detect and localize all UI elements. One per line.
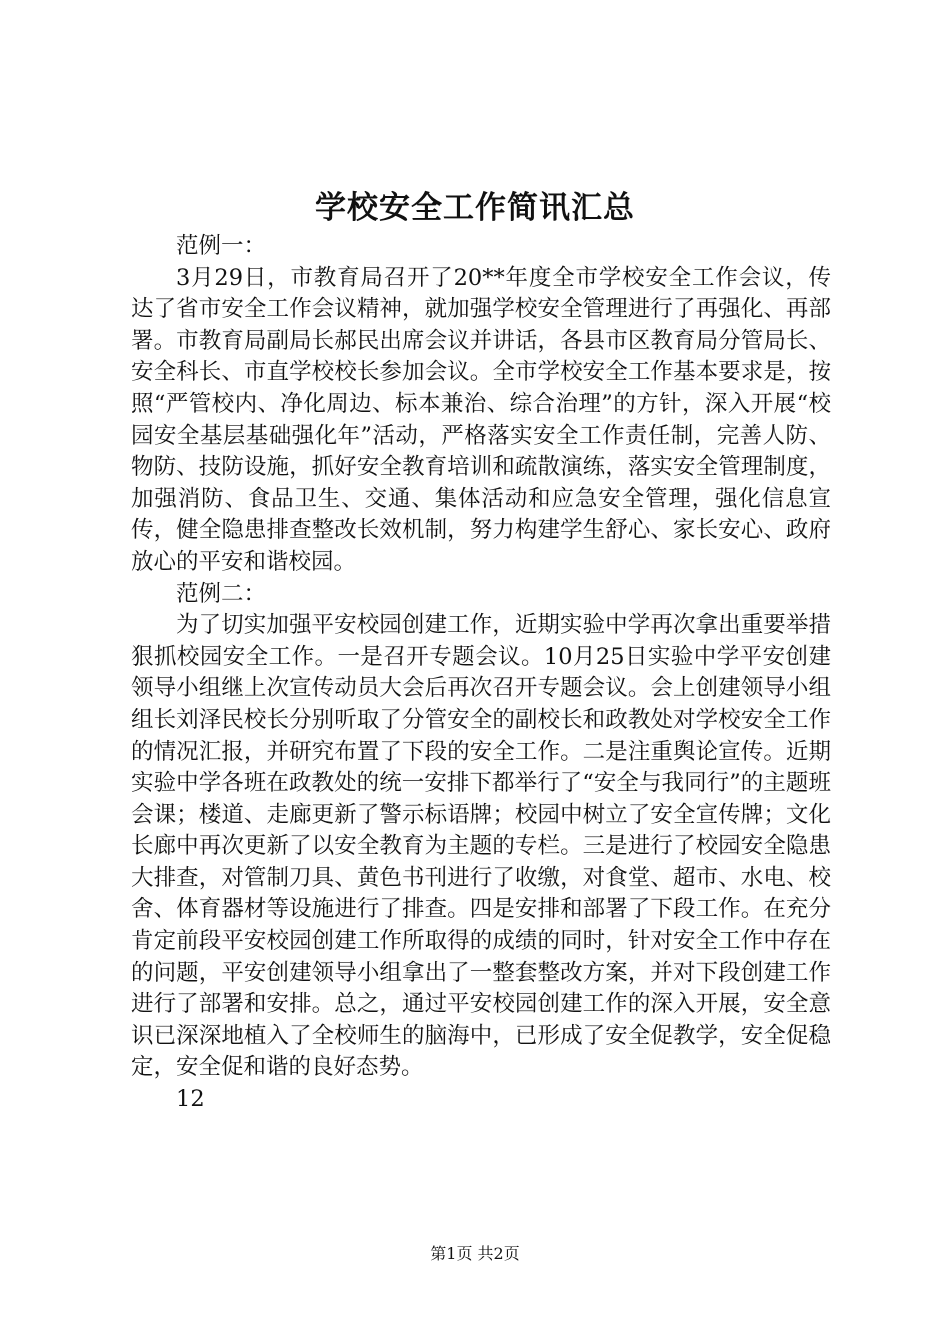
document-body (131, 231, 831, 1116)
paragraph-example-two: 为了切实加强平安校园创建工作，近期实验中学再次拿出重要举措狠抓校园安全工作。一是召开专题会议。10月25日实验中学平安创建领导小组继上次宣传动员大会后再次召开专题会议。会上创建领导小组组长刘泽民校长分别听取了分管安全的副校长和政教处对学校安全工作的情况汇报，并研究布置了下段的安全工作。二是注重舆论宣传。近期实验中学各班在政教处的统一安排下都举行了“安全与我同行”的主题班会课；楼道、走廊更新了警示标语牌；校园中树立了安全宣传牌；文化长廊中再次更新了以安全教育为主题的专栏。三是进行了校园安全隐患大排查，对管制刀具、黄色书刊进行了收缴，对食堂、超市、水电、校舍、体育器材等设施进行了排查。四是安排和部署了下段工作。在充分肯定前段平安校园创建工作所取得的成绩的同时，针对安全工作中存在的问题，平安创建领导小组拿出了一整套整改方案，并对下段创建工作进行了部署和安排。总之，通过平安校园创建工作的深入开展，安全意识已深深地植入了全校师生的脑海中，已形成了安全促教学，安全促稳定，安全促和谐的良好态势。 (131, 612, 831, 1081)
page-footer: 第1页 共2页 (430, 1244, 520, 1263)
section-label-example-one: 范例一： (176, 233, 267, 259)
section-label-example-two: 范例二： (176, 580, 267, 607)
paragraph-example-one: 3月29日，市教育局召开了20**年度全市学校安全工作会议，传达了省市安全工作会议精神，就加强学校安全管理进行了再强化、再部署。市教育局副局长郝民出席会议并讲话，各县市区教育局分管局长、安全科长、市直学校校长参加会议。全市学校安全工作基本要求是，按照“严管校内、净化周边、标本兼治、综合治理”的方针，深入开展“校园安全基层基础强化年”活动，严格落实安全工作责任制，完善人防、物防、技防设施，抓好安全教育培训和疏散演练，落实安全管理制度，加强消防、食品卫生、交通、集体活动和应急安全管理，强化信息宣传，健全隐患排查整改长效机制，努力构建学生舒心、家长安心、政府放心的平安和谐校园。 (131, 264, 831, 575)
trailing-number: 12 (176, 1086, 205, 1113)
document-title: 学校安全工作简讯汇总 (315, 190, 635, 226)
